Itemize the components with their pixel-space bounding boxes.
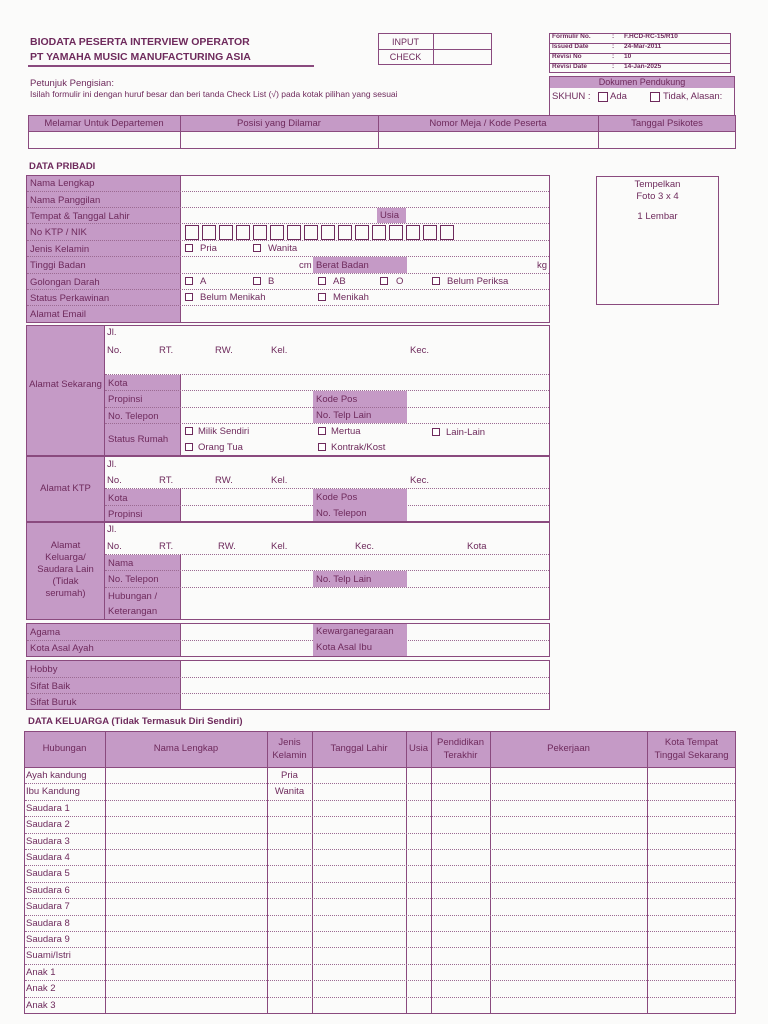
- kel-header-pend-1: Pendidikan: [436, 737, 484, 748]
- table-row[interactable]: [25, 931, 735, 947]
- table-row[interactable]: [25, 980, 735, 996]
- ktp-digit-box[interactable]: [236, 225, 250, 240]
- ttl-field[interactable]: [181, 208, 377, 222]
- row-hubungan: Saudara 3: [26, 835, 70, 847]
- menikah-checkbox[interactable]: [318, 293, 326, 301]
- kel-kec-label: Kec.: [355, 541, 375, 552]
- ktp-kode-pos-label: Kode Pos: [316, 492, 358, 503]
- rw-label: RW.: [215, 345, 233, 356]
- foto-text-3: 1 Lembar: [637, 211, 678, 222]
- ktp-digit-box[interactable]: [440, 225, 454, 240]
- ktp-kode-pos-field[interactable]: [408, 489, 549, 504]
- skhun-ada-checkbox[interactable]: [598, 92, 608, 102]
- kel-hubungan-field[interactable]: [181, 588, 549, 619]
- doc-info-value: 24-Mar-2011: [624, 43, 662, 50]
- row-hubungan: Saudara 6: [26, 884, 70, 896]
- doc-info-label: Revisi No: [552, 53, 582, 60]
- table-row[interactable]: [25, 898, 735, 914]
- alamat-ktp-label: Alamat KTP: [40, 483, 91, 494]
- kel-header-jk-1: Jenis: [278, 737, 301, 748]
- sifat-buruk-field[interactable]: [181, 694, 549, 709]
- kewarganegaraan-field[interactable]: [408, 624, 549, 639]
- label-status-perkawinan: Status Perkawinan: [30, 293, 110, 304]
- ktp-jl-label: Jl.: [107, 459, 117, 470]
- ktp-rt-label: RT.: [159, 475, 174, 486]
- skhun-tidak-label: Tidak, Alasan:: [663, 91, 723, 102]
- nama-panggilan-field[interactable]: [181, 192, 549, 206]
- kel-telp-lain-label: No. Telp Lain: [316, 574, 372, 585]
- ktp-kec-label: Kec.: [410, 475, 430, 486]
- blood-o-label: O: [396, 276, 404, 287]
- doc-info-value: 14-Jan-2025: [624, 63, 662, 70]
- apply-header-tanggal: Tanggal Psikotes: [631, 118, 703, 129]
- ktp-digit-box[interactable]: [423, 225, 437, 240]
- ktp-no-label: No.: [107, 475, 122, 486]
- kota-asal-ibu-label: Kota Asal Ibu: [316, 642, 372, 653]
- kel-header-pekerjaan: Pekerjaan: [547, 743, 590, 754]
- tanggal-psikotes-field[interactable]: [599, 132, 735, 148]
- propinsi-label: Propinsi: [108, 394, 143, 405]
- hobby-field[interactable]: [181, 661, 549, 676]
- table-row[interactable]: [25, 800, 735, 816]
- sifat-baik-field[interactable]: [181, 678, 549, 693]
- ktp-digit-box[interactable]: [185, 225, 199, 240]
- doc-info-label: Issued Date: [552, 43, 589, 50]
- foto-text-1: Tempelkan: [634, 179, 681, 190]
- kel-header-nama: Nama Lengkap: [153, 743, 219, 754]
- alamat-sekarang-detail-field[interactable]: [120, 343, 549, 357]
- row-hubungan: Saudara 1: [26, 802, 70, 814]
- ktp-digit-box[interactable]: [270, 225, 284, 240]
- table-row[interactable]: [25, 767, 735, 783]
- row-hubungan: Saudara 5: [26, 868, 70, 880]
- blood-b-checkbox[interactable]: [253, 277, 261, 285]
- kel-hubungan-label: Hubungan /: [108, 591, 158, 602]
- alamat-keluarga-label-3: Saudara Lain: [37, 564, 94, 575]
- kontrak-kost-checkbox[interactable]: [318, 443, 326, 451]
- table-row[interactable]: [25, 997, 735, 1013]
- wanita-checkbox[interactable]: [253, 244, 261, 252]
- row-hubungan: Anak 1: [26, 966, 56, 978]
- ktp-digit-box[interactable]: [287, 225, 301, 240]
- blood-a-checkbox[interactable]: [185, 277, 193, 285]
- table-row[interactable]: [25, 915, 735, 931]
- table-row[interactable]: [25, 865, 735, 881]
- skhun-ada-label: Ada: [610, 91, 627, 102]
- kel-header-tanggal: Tanggal Lahir: [330, 743, 388, 754]
- pria-checkbox[interactable]: [185, 244, 193, 252]
- mertua-checkbox[interactable]: [318, 427, 326, 435]
- instructions-text: Isilah formulir ini dengan huruf besar dan beri tanda Check List (√) pada kotak pilihan yang sesuai: [30, 89, 398, 99]
- alamat-keluarga-label-2: Keluarga/: [45, 552, 86, 563]
- kel-no-label: No.: [107, 541, 122, 552]
- kota-label: Kota: [108, 378, 128, 389]
- row-jenis-kelamin: Wanita: [274, 786, 305, 798]
- ktp-digit-box[interactable]: [389, 225, 403, 240]
- kel-nama-field[interactable]: [181, 555, 549, 569]
- alamat-keluarga-label-1: Alamat: [50, 540, 81, 551]
- alamat-sekarang-jalan-field[interactable]: [120, 326, 549, 342]
- title-underline: [28, 65, 314, 67]
- kel-keterangan-label: Keterangan: [108, 606, 158, 617]
- check-field[interactable]: [434, 50, 491, 64]
- instructions-title: Petunjuk Pengisian:: [30, 78, 114, 89]
- kel-kel-label: Kel.: [271, 541, 288, 552]
- telp-lain-label: No. Telp Lain: [316, 410, 372, 421]
- alamat-keluarga-label-5: serumah): [45, 588, 86, 599]
- skhun-label: SKHUN :: [552, 91, 591, 102]
- data-keluarga-title: DATA KELUARGA (Tidak Termasuk Diri Sendiri): [28, 716, 243, 727]
- skhun-tidak-checkbox[interactable]: [650, 92, 660, 102]
- doc-info-value: 10: [624, 53, 632, 60]
- kota-asal-ayah-label: Kota Asal Ayah: [30, 643, 94, 654]
- nomor-meja-field[interactable]: [379, 132, 597, 148]
- blood-belum-label: Belum Periksa: [447, 276, 509, 287]
- row-hubungan: Saudara 2: [26, 819, 70, 831]
- table-row[interactable]: [25, 947, 735, 963]
- telepon-label: No. Telepon: [108, 411, 159, 422]
- table-row[interactable]: [25, 964, 735, 980]
- wanita-label: Wanita: [268, 243, 298, 254]
- kota-asal-ibu-field[interactable]: [408, 641, 549, 656]
- ktp-kel-label: Kel.: [271, 475, 288, 486]
- departemen-field[interactable]: [29, 132, 179, 148]
- kel-header-pend-2: Terakhir: [443, 750, 478, 761]
- kel-rt-label: RT.: [159, 541, 174, 552]
- doc-info-value: F.HCD-RC-15/R10: [624, 33, 678, 40]
- label-ttl: Tempat & Tanggal Lahir: [30, 211, 130, 222]
- apply-header-posisi: Posisi yang Dilamar: [237, 118, 321, 129]
- ktp-propinsi-label: Propinsi: [108, 509, 143, 520]
- milik-sendiri-label: Milik Sendiri: [198, 426, 250, 437]
- ktp-kota-field[interactable]: [181, 489, 312, 504]
- kode-pos-field[interactable]: [408, 391, 549, 406]
- blood-a-label: A: [200, 276, 207, 287]
- kel-telepon-field[interactable]: [181, 571, 312, 586]
- kota-field[interactable]: [181, 375, 549, 389]
- kel-header-kota-2: Tinggal Sekarang: [654, 750, 729, 761]
- agama-field[interactable]: [181, 624, 312, 639]
- table-row[interactable]: [25, 783, 735, 799]
- alamat-keluarga-label-4: (Tidak: [52, 576, 79, 587]
- row-hubungan: Saudara 9: [26, 934, 70, 945]
- ktp-digit-box[interactable]: [253, 225, 267, 240]
- blood-o-checkbox[interactable]: [380, 277, 388, 285]
- agama-label: Agama: [30, 627, 61, 638]
- label-alamat-email: Alamat Email: [30, 309, 86, 320]
- blood-b-label: B: [268, 276, 275, 287]
- ktp-digit-box[interactable]: [219, 225, 233, 240]
- mertua-label: Mertua: [331, 426, 361, 437]
- row-hubungan: Suami/Istri: [26, 950, 71, 962]
- kel-header-kota-1: Kota Tempat: [664, 737, 719, 748]
- table-row[interactable]: [25, 849, 735, 865]
- foto-text-2: Foto 3 x 4: [636, 191, 679, 202]
- row-hubungan: Anak 2: [26, 983, 56, 995]
- rt-label: RT.: [159, 345, 174, 356]
- status-rumah-label: Status Rumah: [108, 434, 169, 445]
- doc-info-label: Revisi Date: [552, 63, 588, 70]
- berat-badan-field[interactable]: [408, 257, 536, 272]
- ktp-digit-box[interactable]: [321, 225, 335, 240]
- data-pribadi-title: DATA PRIBADI: [29, 161, 96, 172]
- ktp-digit-box[interactable]: [202, 225, 216, 240]
- ktp-telepon-label: No. Telepon: [316, 508, 367, 519]
- label-jenis-kelamin: Jenis Kelamin: [30, 244, 90, 255]
- no-label: No.: [107, 345, 122, 356]
- lain-lain-label: Lain-Lain: [446, 427, 486, 438]
- apply-header-nomor-meja: Nomor Meja / Kode Peserta: [429, 118, 547, 129]
- label-golongan-darah: Golongan Darah: [30, 277, 100, 288]
- row-hubungan: Ayah kandung: [26, 770, 87, 781]
- row-jenis-kelamin: Pria: [281, 770, 298, 781]
- orang-tua-label: Orang Tua: [198, 442, 243, 453]
- jl-label: Jl.: [107, 327, 117, 338]
- belum-menikah-checkbox[interactable]: [185, 293, 193, 301]
- kel-jl-label: Jl.: [107, 524, 117, 535]
- kewarganegaraan-label: Kewarganegaraan: [316, 626, 394, 637]
- ktp-digit-box[interactable]: [355, 225, 369, 240]
- doc-info-label: Formulir No.: [552, 33, 591, 40]
- telepon-field[interactable]: [181, 408, 312, 423]
- row-hubungan: Anak 3: [26, 999, 56, 1011]
- form-title-2: PT YAMAHA MUSIC MANUFACTURING ASIA: [30, 51, 251, 63]
- propinsi-field[interactable]: [181, 391, 312, 406]
- row-hubungan: Saudara 8: [26, 917, 70, 929]
- milik-sendiri-checkbox[interactable]: [185, 427, 193, 435]
- ktp-digit-box[interactable]: [338, 225, 352, 240]
- ktp-propinsi-field[interactable]: [181, 506, 312, 521]
- cm-unit: cm: [299, 260, 312, 271]
- posisi-field[interactable]: [181, 132, 377, 148]
- kel-telepon-label: No. Telepon: [108, 574, 159, 585]
- tinggi-badan-field[interactable]: [181, 257, 297, 272]
- kel-header-usia: Usia: [408, 743, 428, 754]
- apply-header-departemen: Melamar Untuk Departemen: [44, 118, 164, 129]
- kel-label: Kel.: [271, 345, 288, 356]
- input-label: INPUT: [392, 37, 419, 47]
- label-nama-lengkap: Nama Lengkap: [30, 178, 95, 189]
- sifat-buruk-label: Sifat Buruk: [30, 697, 77, 708]
- row-hubungan: Ibu Kandung: [26, 786, 80, 798]
- label-nama-panggilan: Nama Panggilan: [30, 195, 101, 206]
- blood-ab-label: AB: [333, 276, 346, 287]
- kota-asal-ayah-field[interactable]: [181, 641, 312, 656]
- ktp-digit-box[interactable]: [406, 225, 420, 240]
- table-row[interactable]: [25, 816, 735, 832]
- kec-label: Kec.: [410, 345, 430, 356]
- check-label: CHECK: [389, 52, 422, 62]
- table-row[interactable]: [25, 833, 735, 849]
- kode-pos-label: Kode Pos: [316, 394, 358, 405]
- hobby-label: Hobby: [30, 664, 58, 675]
- kg-unit: kg: [537, 260, 548, 271]
- row-hubungan: Saudara 4: [26, 852, 70, 863]
- kel-kota-label: Kota: [467, 541, 487, 552]
- row-hubungan: Saudara 7: [26, 901, 70, 913]
- usia-field[interactable]: [407, 208, 549, 222]
- nama-lengkap-field[interactable]: [181, 176, 549, 190]
- dokumen-title: Dokumen Pendukung: [598, 77, 686, 87]
- ktp-digit-box[interactable]: [304, 225, 318, 240]
- orang-tua-checkbox[interactable]: [185, 443, 193, 451]
- sifat-baik-label: Sifat Baik: [30, 681, 71, 692]
- lain-lain-checkbox[interactable]: [432, 428, 440, 436]
- form-title-1: BIODATA PESERTA INTERVIEW OPERATOR: [30, 36, 250, 48]
- kel-telp-lain-field[interactable]: [408, 571, 549, 586]
- label-ktp: No KTP / NIK: [30, 227, 87, 238]
- kel-header-hubungan: Hubungan: [42, 743, 87, 754]
- telp-lain-field[interactable]: [408, 408, 549, 423]
- kel-nama-label: Nama: [108, 558, 134, 569]
- belum-menikah-label: Belum Menikah: [200, 292, 266, 303]
- kel-header-jk-2: Kelamin: [272, 750, 307, 761]
- kel-rw-label: RW.: [218, 541, 236, 552]
- blood-belum-checkbox[interactable]: [432, 277, 440, 285]
- ktp-telepon-field[interactable]: [408, 506, 549, 521]
- alamat-sekarang-label: Alamat Sekarang: [29, 379, 102, 390]
- ktp-rw-label: RW.: [215, 475, 233, 486]
- label-usia: Usia: [380, 210, 400, 221]
- table-row[interactable]: [25, 882, 735, 898]
- ktp-kota-label: Kota: [108, 493, 128, 504]
- input-field[interactable]: [434, 34, 491, 48]
- label-berat-badan: Berat Badan: [316, 260, 369, 271]
- label-tinggi-badan: Tinggi Badan: [30, 260, 86, 271]
- ktp-digit-box[interactable]: [372, 225, 386, 240]
- alamat-email-field[interactable]: [181, 306, 549, 322]
- menikah-label: Menikah: [333, 292, 369, 303]
- alamat-keluarga-field[interactable]: [120, 523, 549, 553]
- blood-ab-checkbox[interactable]: [318, 277, 326, 285]
- kontrak-kost-label: Kontrak/Kost: [331, 442, 386, 453]
- pria-label: Pria: [200, 243, 217, 254]
- alamat-ktp-field[interactable]: [120, 457, 549, 487]
